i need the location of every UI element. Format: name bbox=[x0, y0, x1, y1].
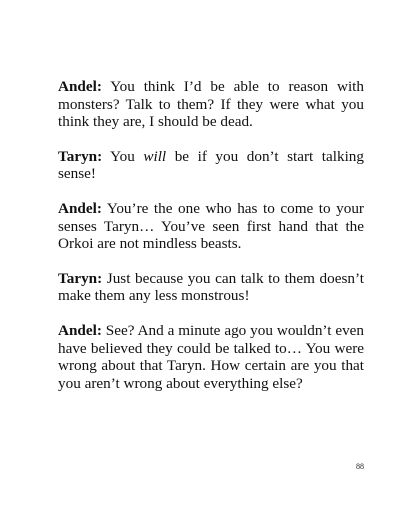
speaker-label: Taryn: bbox=[58, 269, 103, 287]
dialogue-paragraph-taryn-1 bbox=[58, 148, 364, 183]
emphasized-word: will bbox=[143, 147, 167, 165]
dialogue-text bbox=[58, 78, 364, 409]
speaker-label: Andel: bbox=[58, 321, 102, 339]
dialogue-line: be if you don’t start talking sense! bbox=[58, 147, 364, 183]
dialogue-paragraph-andel-2 bbox=[58, 200, 364, 253]
speaker-label: Andel: bbox=[58, 199, 102, 217]
speaker-label: Andel: bbox=[58, 78, 102, 95]
dialogue-paragraph-andel-1 bbox=[58, 78, 364, 131]
dialogue-line: You’re the one who has to come to your senses Taryn… You’ve seen first hand that the Orkoi are not mindless beasts. bbox=[58, 199, 364, 253]
dialogue-line: You bbox=[102, 147, 144, 165]
dialogue-line: See? And a minute ago you wouldn’t even have believed they could be talked to… You were wrong about that Taryn. How certain are you that you aren’t wrong about everything else? bbox=[58, 321, 364, 392]
dialogue-paragraph-andel-3 bbox=[58, 322, 364, 392]
speaker-label: Taryn: bbox=[58, 147, 103, 165]
dialogue-paragraph-taryn-2 bbox=[58, 270, 364, 305]
dialogue-line: You think I’d be able to reason with monsters? Talk to them? If they were what you think they are, I should be dead. bbox=[58, 78, 364, 131]
dialogue-line: Just because you can talk to them doesn’t make them any less monstrous! bbox=[58, 269, 364, 305]
page-number: 88 bbox=[356, 462, 364, 471]
